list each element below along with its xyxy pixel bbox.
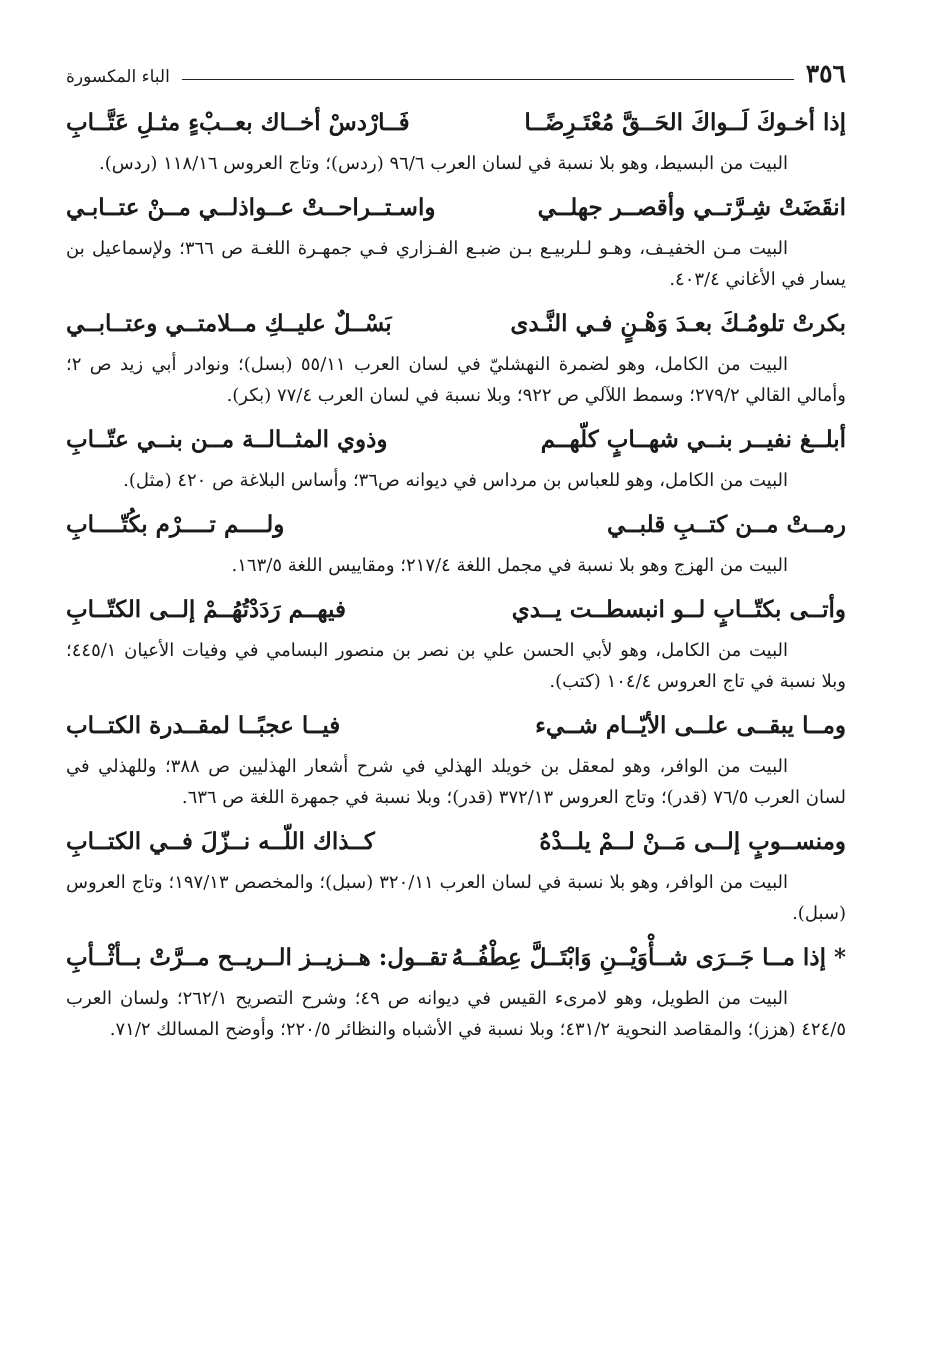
second-hemistich: تقــول: هــزيــز الــريــح مــرَّتْ بــأثْــأبِ: [66, 944, 448, 971]
verse-line: [66, 100, 846, 146]
first-hemistich: ومنســوبٍ إلــى مَــنْ لــمْ يلــدْهُ: [539, 828, 846, 855]
verse-entry: [66, 185, 846, 295]
verse-entry: [66, 819, 846, 929]
header-rule: [182, 79, 794, 80]
verse-commentary: [66, 463, 846, 496]
verse-commentary: [66, 865, 846, 929]
first-hemistich: * إذا مــا جَــرَى شــأْوَيْــنِ وَابْتَــلَّ عِطْفُــهُ: [451, 944, 846, 971]
verse-line: [66, 185, 846, 231]
page-number: ٣٥٦: [805, 59, 846, 88]
verse-line: [66, 819, 846, 865]
verse-entry: [66, 935, 846, 1045]
first-hemistich: بكرتْ تلومُـكَ بعـدَ وَهْـنٍ فـي النَّـدى: [510, 310, 846, 337]
verse-entry: [66, 587, 846, 697]
page-header: [66, 54, 846, 86]
second-hemistich: بَسْــلٌ عليــكِ مــلامتــي وعتــابــي: [66, 310, 392, 337]
verse-commentary: [66, 146, 846, 179]
verse-commentary: [66, 548, 846, 581]
verse-line: [66, 935, 846, 981]
second-hemistich: فيهــم رَدَدْتُهُــمْ إلــى الكتّــابِ: [66, 596, 346, 623]
running-title: الباء المكسورة: [66, 67, 170, 87]
book-page: [66, 54, 846, 1051]
verse-line: [66, 703, 846, 749]
first-hemistich: انقَضَتْ شِـرَّتــي وأقصــر جهلــي: [537, 194, 846, 221]
verse-commentary: [66, 749, 846, 813]
verse-entry: [66, 703, 846, 813]
verse-entry: [66, 100, 846, 179]
commentary-text: البيت من الكامل، وهو للعباس بن مرداس في ديوانه ص٣٦؛ وأساس البلاغة ص ٤٢٠ (مثل).: [123, 470, 788, 491]
commentary-text: البيت من الكامل، وهو لضمرة النهشليّ في لسان العرب ٥٥/١١ (بسل)؛ ونوادر أبي زيد ص ٢؛ وأمالي القالي ٢٧٩/٢؛ وسمط اللآلي ص ٩٢٢؛ وبلا نسبة في لسان العرب ٧٧/٤ (بكر).: [66, 354, 846, 406]
second-hemistich: كــذاك اللّــه نــزّلَ فــي الكتــابِ: [66, 828, 375, 855]
verse-commentary: [66, 347, 846, 411]
verse-line: [66, 417, 846, 463]
second-hemistich: وذوي المثــالــة مــن بنــي عتّــابِ: [66, 426, 388, 453]
verse-line: [66, 301, 846, 347]
second-hemistich: ولــــم تــــرْم بكُتّــــابِ: [66, 511, 285, 538]
verse-line: [66, 587, 846, 633]
first-hemistich: ومــا يبقــى علــى الأيّــام شــيء: [535, 712, 846, 739]
first-hemistich: وأتــى بكتّــابٍ لــو انبسطــت يــدي: [511, 596, 846, 623]
verse-entry: [66, 502, 846, 581]
first-hemistich: رمــتْ مــن كتــبِ قلبــي: [607, 511, 846, 538]
second-hemistich: فيــا عجبًــا لمقــدرة الكتــاب: [66, 712, 341, 739]
verse-entry: [66, 417, 846, 496]
commentary-text: البيت من الكامل، وهو لأبي الحسن علي بن نصر بن منصور البسامي في وفيات الأعيان ٤٤٥/١؛ وبلا نسبة في تاج العروس ١٠٤/٤ (كتب).: [66, 640, 846, 692]
first-hemistich: إذا أخـوكَ لَــواكَ الحَــقَّ مُعْتَـرِضًــا: [524, 109, 846, 136]
second-hemistich: واسـتــراحــتْ عــواذلــي مــنْ عتــابـي: [66, 194, 436, 221]
commentary-text: البيت من الطويل، وهو لامرىء القيس في ديوانه ص ٤٩؛ وشرح التصريح ٢٦٢/١؛ ولسان العرب ٤٢٤/٥ (هزز)؛ والمقاصد النحوية ٤٣١/٢؛ وبلا نسبة في الأشباه والنظائر ٢٢٠/٥؛ وأوضح المسالك ٧١/٢.: [66, 988, 846, 1040]
commentary-text: البيت مـن الخفيـف، وهـو لـلربيـع بـن ضبـع الفـزاري فـي جمهـرة اللغـة ص ٣٦٦؛ ولإسماعيل بن يسار في الأغاني ٤٠٣/٤.: [66, 238, 846, 290]
commentary-text: البيت من الهزج وهو بلا نسبة في مجمل اللغة ٢١٧/٤؛ ومقاييس اللغة ١٦٣/٥.: [231, 555, 788, 576]
verse-entry: [66, 301, 846, 411]
verse-commentary: [66, 231, 846, 295]
commentary-text: البيت من الوافر، وهو بلا نسبة في لسان العرب ٣٢٠/١١ (سبل)؛ والمخصص ١٩٧/١٣؛ وتاج العروس (سبل).: [66, 872, 846, 924]
verse-commentary: [66, 981, 846, 1045]
first-hemistich: أبلــغ نفيــر بنــي شهــابٍ كلّهــم: [540, 426, 846, 453]
commentary-text: البيت من الوافر، وهو لمعقل بن خويلد الهذلي في شرح أشعار الهذليين ص ٣٨٨؛ وللهذلي في لسان العرب ٧٦/٥ (قدر)؛ وتاج العروس ٣٧٢/١٣ (قدر)؛ وبلا نسبة في جمهرة اللغة ص ٦٣٦.: [66, 756, 846, 808]
verse-commentary: [66, 633, 846, 697]
commentary-text: البيت من البسيط، وهو بلا نسبة في لسان العرب ٩٦/٦ (ردس)؛ وتاج العروس ١١٨/١٦ (ردس).: [98, 153, 788, 174]
second-hemistich: فَــارْدسْ أخــاك بعــبْءٍ مثـلِ عَتَّــابِ: [66, 109, 410, 136]
verse-line: [66, 502, 846, 548]
